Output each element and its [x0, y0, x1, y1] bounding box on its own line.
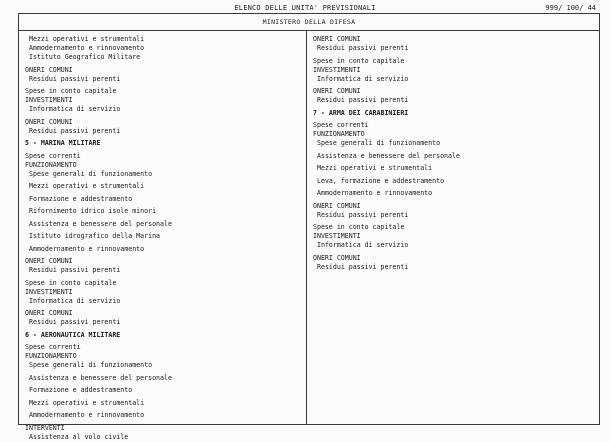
table-frame — [18, 13, 600, 441]
budget-unit-item: Formazione e addestramento — [29, 386, 133, 394]
category-label: FUNZIONAMENTO — [25, 352, 77, 360]
category-label: FUNZIONAMENTO — [25, 160, 77, 169]
budget-unit-item: Residui passivi perenti — [317, 262, 409, 271]
budget-unit-item: Assistenza e benessere del personale — [29, 373, 172, 382]
budget-unit-item: Informatica di servizio — [317, 74, 409, 83]
right-column — [307, 31, 599, 424]
ministry-title: MINISTERO DELLA DIFESA — [19, 14, 599, 31]
category-label: ONERI COMUNI — [25, 117, 73, 126]
budget-unit-item: Spese generali di funzionamento — [317, 139, 441, 147]
budget-unit-item: Ammodernamento e rinnovamento — [29, 244, 145, 253]
budget-unit-item: Mezzi operativi e strumentali — [29, 398, 145, 407]
category-label: ONERI COMUNI — [313, 201, 361, 210]
category-label: ONERI COMUNI — [25, 257, 73, 265]
budget-unit-item: Informatica di servizio — [29, 105, 121, 113]
budget-unit-item: Istituto idrografico della Marina — [29, 232, 161, 240]
budget-unit-item: Residui passivi perenti — [29, 74, 121, 83]
category-label: Spese correnti — [313, 121, 369, 129]
section-heading: 6 - AERONAUTICA MILITARE — [25, 330, 121, 339]
budget-unit-item: Residui passivi perenti — [29, 126, 121, 135]
category-label: Spese correnti — [25, 343, 81, 351]
category-label: ONERI COMUNI — [25, 65, 73, 74]
section-heading: 5 - MARINA MILITARE — [25, 139, 101, 147]
category-label: Spese in conto capitale — [25, 278, 117, 287]
budget-unit-item: Ammodernamento e rinnovamento — [317, 189, 433, 197]
category-label: INVESTIMENTI — [25, 287, 73, 296]
budget-unit-item: Assistenza e benessere del personale — [317, 151, 460, 160]
category-label: INVESTIMENTI — [313, 232, 361, 240]
document-title: ELENCO DELLE UNITA' PREVISIONALI — [234, 4, 376, 12]
category-label: INTERVENTI — [25, 423, 65, 432]
category-label: INVESTIMENTI — [313, 65, 361, 74]
budget-unit-item: Residui passivi perenti — [317, 96, 409, 104]
budget-unit-item: Mezzi operativi e strumentali — [317, 164, 433, 172]
category-label: INVESTIMENTI — [25, 96, 73, 104]
budget-unit-item: Mezzi operativi e strumentali — [29, 182, 145, 190]
category-label: Spese correnti — [25, 151, 81, 160]
budget-unit-item: Informatica di servizio — [29, 296, 121, 305]
category-label: ONERI COMUNI — [313, 35, 361, 43]
budget-unit-item: Residui passivi perenti — [29, 318, 121, 326]
category-label: ONERI COMUNI — [25, 309, 73, 317]
budget-unit-item: Spese generali di funzionamento — [29, 361, 153, 369]
left-column — [19, 31, 307, 441]
budget-unit-item: Ammodernamento e rinnovamento — [29, 411, 145, 419]
budget-unit-item: Spese generali di funzionamento — [29, 169, 153, 178]
budget-unit-item: Mezzi operativi e strumentali — [29, 35, 145, 43]
budget-unit-item: Residui passivi perenti — [29, 266, 121, 274]
budget-unit-item: Residui passivi perenti — [317, 210, 409, 219]
category-label: Spese in conto capitale — [313, 223, 405, 231]
category-label: ONERI COMUNI — [313, 253, 361, 262]
budget-unit-item: Informatica di servizio — [317, 241, 409, 249]
category-label: ONERI COMUNI — [313, 87, 361, 95]
budget-unit-item: Leva, formazione e addestramento — [317, 176, 445, 185]
budget-unit-item: Residui passivi perenti — [317, 44, 409, 52]
budget-unit-item: Rifornimento idrico isole minori — [29, 207, 157, 215]
budget-unit-item: Ammodernamento e rinnovamento — [29, 44, 145, 52]
section-heading: 7 - ARMA DEI CARABINIERI — [313, 108, 409, 117]
budget-unit-item: Istituto Geografico Militare — [29, 53, 141, 61]
category-label: FUNZIONAMENTO — [313, 130, 365, 138]
budget-unit-item: Formazione e addestramento — [29, 194, 133, 203]
category-label: Spese in conto capitale — [25, 87, 117, 95]
category-label: Spese in conto capitale — [313, 56, 405, 65]
budget-unit-item: Assistenza e benessere del personale — [29, 219, 172, 228]
page-number: 999/ 100/ 44 — [545, 4, 596, 12]
budget-unit-item: Assistenza al volo civile — [29, 432, 129, 441]
